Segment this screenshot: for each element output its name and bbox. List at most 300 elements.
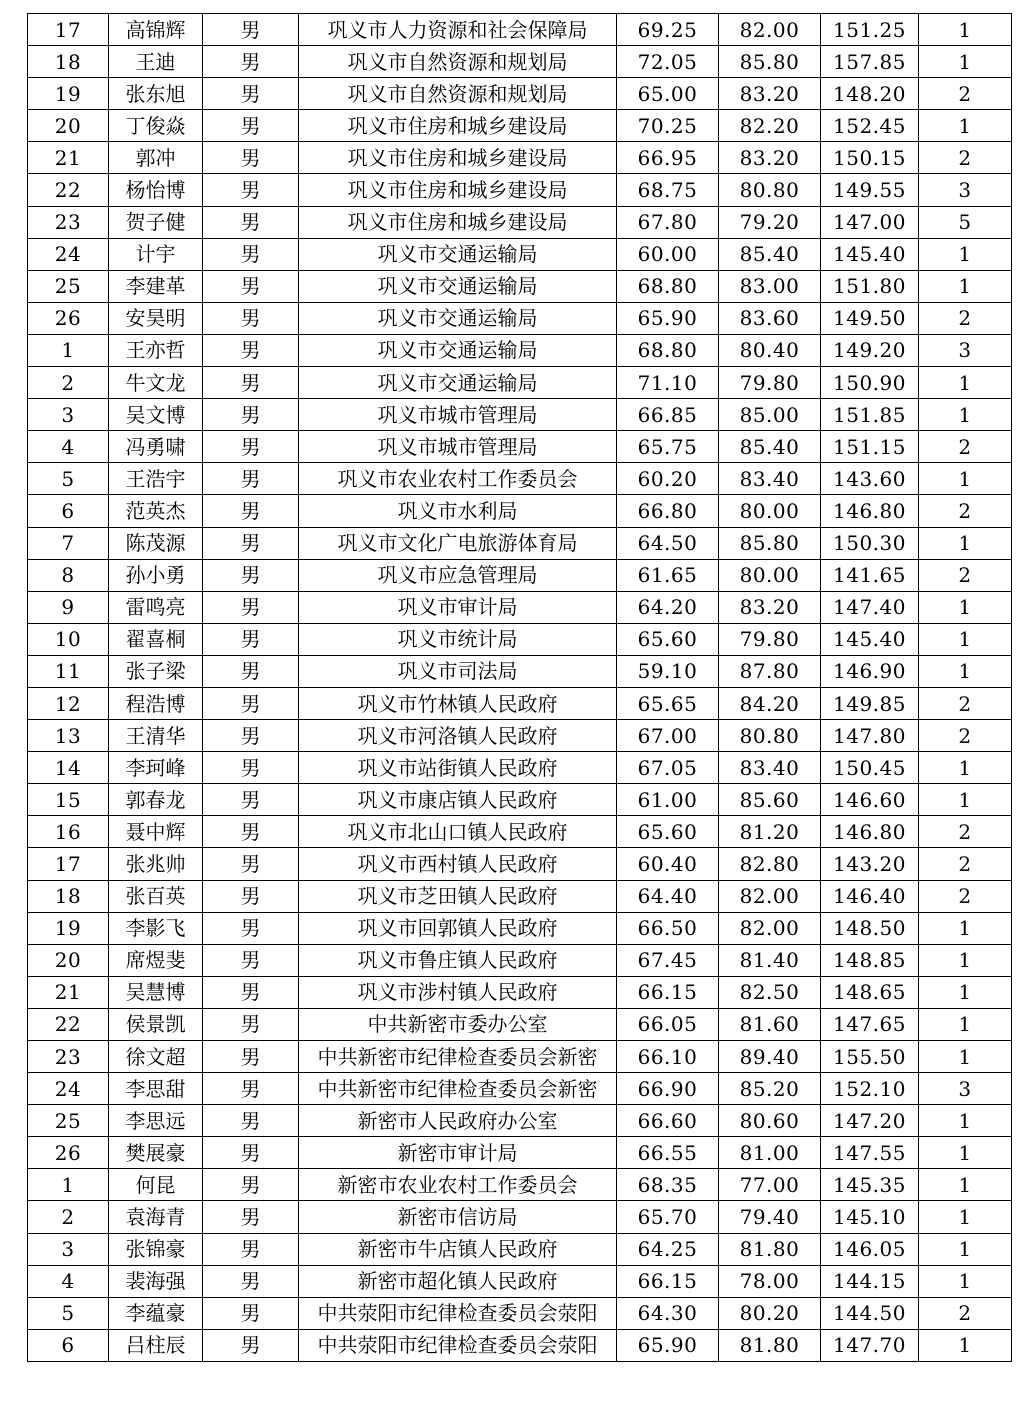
table-row [28,1137,1012,1169]
table-row [28,848,1012,880]
total-score-cell: 144.15 [821,1265,919,1297]
serial-number-cell: 12 [28,687,109,719]
candidate-name-cell: 王亦哲 [109,334,203,366]
rank-cell: 3 [919,174,1012,206]
gender-cell: 男 [203,495,299,527]
serial-number-cell: 18 [28,46,109,78]
written-score-cell: 64.30 [617,1297,719,1329]
interview-score-cell: 85.40 [719,431,821,463]
serial-number-cell: 4 [28,431,109,463]
total-score-cell: 147.65 [821,1008,919,1040]
table-row [28,142,1012,174]
employer-unit-cell: 巩义市交通运输局 [299,302,617,334]
serial-number-cell: 6 [28,1329,109,1361]
written-score-cell: 65.70 [617,1201,719,1233]
rank-cell: 1 [919,1008,1012,1040]
employer-unit-cell: 中共荥阳市纪律检查委员会荥阳 [299,1329,617,1361]
written-score-cell: 71.10 [617,367,719,399]
employer-unit-cell: 巩义市交通运输局 [299,238,617,270]
written-score-cell: 66.50 [617,912,719,944]
candidate-name-cell: 裴海强 [109,1265,203,1297]
candidate-name-cell: 高锦辉 [109,14,203,46]
employer-unit-cell: 新密市审计局 [299,1137,617,1169]
interview-score-cell: 81.80 [719,1329,821,1361]
serial-number-cell: 3 [28,1233,109,1265]
serial-number-cell: 15 [28,784,109,816]
employer-unit-cell: 巩义市文化广电旅游体育局 [299,527,617,559]
gender-cell: 男 [203,591,299,623]
table-row [28,1008,1012,1040]
table-row [28,174,1012,206]
serial-number-cell: 18 [28,880,109,912]
interview-score-cell: 79.40 [719,1201,821,1233]
written-score-cell: 60.00 [617,238,719,270]
candidate-name-cell: 陈茂源 [109,527,203,559]
written-score-cell: 60.40 [617,848,719,880]
written-score-cell: 68.75 [617,174,719,206]
written-score-cell: 66.15 [617,1265,719,1297]
rank-cell: 1 [919,14,1012,46]
written-score-cell: 64.50 [617,527,719,559]
rank-cell: 1 [919,912,1012,944]
gender-cell: 男 [203,1265,299,1297]
gender-cell: 男 [203,334,299,366]
results-table [27,13,1012,1362]
interview-score-cell: 83.20 [719,78,821,110]
serial-number-cell: 5 [28,1297,109,1329]
gender-cell: 男 [203,1105,299,1137]
gender-cell: 男 [203,1008,299,1040]
employer-unit-cell: 巩义市城市管理局 [299,431,617,463]
rank-cell: 1 [919,591,1012,623]
interview-score-cell: 81.60 [719,1008,821,1040]
table-row [28,238,1012,270]
rank-cell: 1 [919,399,1012,431]
total-score-cell: 144.50 [821,1297,919,1329]
written-score-cell: 65.00 [617,78,719,110]
interview-score-cell: 79.80 [719,367,821,399]
written-score-cell: 69.25 [617,14,719,46]
table-row [28,591,1012,623]
employer-unit-cell: 巩义市司法局 [299,655,617,687]
rank-cell: 2 [919,720,1012,752]
employer-unit-cell: 巩义市竹林镇人民政府 [299,687,617,719]
candidate-name-cell: 李珂峰 [109,752,203,784]
rank-cell: 2 [919,142,1012,174]
total-score-cell: 151.80 [821,270,919,302]
interview-score-cell: 85.80 [719,46,821,78]
written-score-cell: 66.80 [617,495,719,527]
written-score-cell: 64.25 [617,1233,719,1265]
gender-cell: 男 [203,880,299,912]
employer-unit-cell: 新密市牛店镇人民政府 [299,1233,617,1265]
rank-cell: 2 [919,687,1012,719]
gender-cell: 男 [203,46,299,78]
table-row [28,463,1012,495]
written-score-cell: 65.90 [617,1329,719,1361]
rank-cell: 1 [919,367,1012,399]
total-score-cell: 145.10 [821,1201,919,1233]
employer-unit-cell: 中共新密市纪律检查委员会新密 [299,1041,617,1073]
employer-unit-cell: 巩义市审计局 [299,591,617,623]
table-row [28,78,1012,110]
interview-score-cell: 85.80 [719,527,821,559]
serial-number-cell: 23 [28,206,109,238]
employer-unit-cell: 巩义市农业农村工作委员会 [299,463,617,495]
table-row [28,720,1012,752]
serial-number-cell: 2 [28,367,109,399]
candidate-name-cell: 何昆 [109,1169,203,1201]
table-row [28,784,1012,816]
employer-unit-cell: 新密市信访局 [299,1201,617,1233]
interview-score-cell: 87.80 [719,655,821,687]
employer-unit-cell: 巩义市水利局 [299,495,617,527]
written-score-cell: 66.90 [617,1073,719,1105]
table-row [28,206,1012,238]
gender-cell: 男 [203,816,299,848]
employer-unit-cell: 巩义市人力资源和社会保障局 [299,14,617,46]
rank-cell: 1 [919,623,1012,655]
employer-unit-cell: 巩义市站街镇人民政府 [299,752,617,784]
written-score-cell: 64.20 [617,591,719,623]
total-score-cell: 152.10 [821,1073,919,1105]
gender-cell: 男 [203,1137,299,1169]
candidate-name-cell: 杨怡博 [109,174,203,206]
serial-number-cell: 25 [28,1105,109,1137]
gender-cell: 男 [203,1329,299,1361]
interview-score-cell: 83.60 [719,302,821,334]
table-row [28,334,1012,366]
serial-number-cell: 26 [28,302,109,334]
total-score-cell: 149.85 [821,687,919,719]
rank-cell: 1 [919,1169,1012,1201]
serial-number-cell: 21 [28,142,109,174]
serial-number-cell: 13 [28,720,109,752]
employer-unit-cell: 巩义市统计局 [299,623,617,655]
candidate-name-cell: 贺子健 [109,206,203,238]
serial-number-cell: 20 [28,944,109,976]
employer-unit-cell: 巩义市住房和城乡建设局 [299,174,617,206]
gender-cell: 男 [203,655,299,687]
serial-number-cell: 8 [28,559,109,591]
gender-cell: 男 [203,1297,299,1329]
interview-score-cell: 85.20 [719,1073,821,1105]
serial-number-cell: 6 [28,495,109,527]
written-score-cell: 61.65 [617,559,719,591]
candidate-name-cell: 李蕴豪 [109,1297,203,1329]
total-score-cell: 143.20 [821,848,919,880]
candidate-name-cell: 牛文龙 [109,367,203,399]
interview-score-cell: 83.20 [719,591,821,623]
serial-number-cell: 2 [28,1201,109,1233]
candidate-name-cell: 侯景凯 [109,1008,203,1040]
total-score-cell: 141.65 [821,559,919,591]
total-score-cell: 151.15 [821,431,919,463]
rank-cell: 1 [919,1201,1012,1233]
employer-unit-cell: 中共荥阳市纪律检查委员会荥阳 [299,1297,617,1329]
table-row [28,623,1012,655]
gender-cell: 男 [203,752,299,784]
total-score-cell: 146.90 [821,655,919,687]
candidate-name-cell: 范英杰 [109,495,203,527]
table-row [28,1041,1012,1073]
written-score-cell: 68.80 [617,334,719,366]
gender-cell: 男 [203,367,299,399]
table-row [28,14,1012,46]
interview-score-cell: 81.80 [719,1233,821,1265]
written-score-cell: 65.60 [617,623,719,655]
written-score-cell: 59.10 [617,655,719,687]
rank-cell: 5 [919,206,1012,238]
gender-cell: 男 [203,302,299,334]
rank-cell: 1 [919,655,1012,687]
serial-number-cell: 1 [28,1169,109,1201]
serial-number-cell: 19 [28,912,109,944]
candidate-name-cell: 翟喜桐 [109,623,203,655]
employer-unit-cell: 巩义市应急管理局 [299,559,617,591]
candidate-name-cell: 吴文博 [109,399,203,431]
gender-cell: 男 [203,720,299,752]
written-score-cell: 65.65 [617,687,719,719]
written-score-cell: 68.35 [617,1169,719,1201]
candidate-name-cell: 张锦豪 [109,1233,203,1265]
rank-cell: 1 [919,238,1012,270]
candidate-name-cell: 李建革 [109,270,203,302]
employer-unit-cell: 巩义市回郭镇人民政府 [299,912,617,944]
gender-cell: 男 [203,399,299,431]
candidate-name-cell: 雷鸣亮 [109,591,203,623]
total-score-cell: 149.20 [821,334,919,366]
table-row [28,880,1012,912]
interview-score-cell: 83.00 [719,270,821,302]
interview-score-cell: 82.50 [719,976,821,1008]
rank-cell: 1 [919,752,1012,784]
total-score-cell: 157.85 [821,46,919,78]
interview-score-cell: 83.40 [719,752,821,784]
interview-score-cell: 80.80 [719,720,821,752]
serial-number-cell: 17 [28,14,109,46]
rank-cell: 1 [919,1137,1012,1169]
employer-unit-cell: 新密市人民政府办公室 [299,1105,617,1137]
serial-number-cell: 17 [28,848,109,880]
candidate-name-cell: 安昊明 [109,302,203,334]
serial-number-cell: 22 [28,1008,109,1040]
table-row [28,46,1012,78]
table-row [28,1233,1012,1265]
total-score-cell: 148.65 [821,976,919,1008]
interview-score-cell: 80.40 [719,334,821,366]
interview-score-cell: 77.00 [719,1169,821,1201]
gender-cell: 男 [203,784,299,816]
rank-cell: 1 [919,527,1012,559]
written-score-cell: 65.90 [617,302,719,334]
table-row [28,687,1012,719]
candidate-name-cell: 李思远 [109,1105,203,1137]
written-score-cell: 67.05 [617,752,719,784]
serial-number-cell: 25 [28,270,109,302]
employer-unit-cell: 中共新密市委办公室 [299,1008,617,1040]
gender-cell: 男 [203,78,299,110]
gender-cell: 男 [203,848,299,880]
interview-score-cell: 84.20 [719,687,821,719]
written-score-cell: 67.45 [617,944,719,976]
serial-number-cell: 9 [28,591,109,623]
rank-cell: 3 [919,334,1012,366]
serial-number-cell: 10 [28,623,109,655]
serial-number-cell: 23 [28,1041,109,1073]
written-score-cell: 66.60 [617,1105,719,1137]
employer-unit-cell: 巩义市交通运输局 [299,367,617,399]
table-row [28,431,1012,463]
interview-score-cell: 82.00 [719,880,821,912]
employer-unit-cell: 巩义市鲁庄镇人民政府 [299,944,617,976]
rank-cell: 2 [919,302,1012,334]
rank-cell: 1 [919,46,1012,78]
rank-cell: 2 [919,431,1012,463]
employer-unit-cell: 巩义市涉村镇人民政府 [299,976,617,1008]
serial-number-cell: 16 [28,816,109,848]
interview-score-cell: 82.00 [719,14,821,46]
candidate-name-cell: 李思甜 [109,1073,203,1105]
rank-cell: 2 [919,559,1012,591]
total-score-cell: 150.30 [821,527,919,559]
written-score-cell: 66.05 [617,1008,719,1040]
written-score-cell: 70.25 [617,110,719,142]
candidate-name-cell: 郭春龙 [109,784,203,816]
total-score-cell: 155.50 [821,1041,919,1073]
table-row [28,976,1012,1008]
employer-unit-cell: 巩义市康店镇人民政府 [299,784,617,816]
total-score-cell: 145.35 [821,1169,919,1201]
interview-score-cell: 85.00 [719,399,821,431]
gender-cell: 男 [203,527,299,559]
total-score-cell: 147.55 [821,1137,919,1169]
gender-cell: 男 [203,463,299,495]
rank-cell: 1 [919,1265,1012,1297]
employer-unit-cell: 巩义市交通运输局 [299,270,617,302]
total-score-cell: 145.40 [821,238,919,270]
interview-score-cell: 89.40 [719,1041,821,1073]
employer-unit-cell: 巩义市住房和城乡建设局 [299,142,617,174]
total-score-cell: 147.00 [821,206,919,238]
interview-score-cell: 81.40 [719,944,821,976]
gender-cell: 男 [203,1073,299,1105]
interview-score-cell: 80.00 [719,559,821,591]
gender-cell: 男 [203,431,299,463]
table-row [28,1073,1012,1105]
total-score-cell: 146.80 [821,816,919,848]
gender-cell: 男 [203,1201,299,1233]
serial-number-cell: 7 [28,527,109,559]
serial-number-cell: 5 [28,463,109,495]
serial-number-cell: 20 [28,110,109,142]
candidate-name-cell: 王浩宇 [109,463,203,495]
total-score-cell: 147.80 [821,720,919,752]
gender-cell: 男 [203,1041,299,1073]
candidate-name-cell: 丁俊焱 [109,110,203,142]
serial-number-cell: 22 [28,174,109,206]
gender-cell: 男 [203,912,299,944]
candidate-name-cell: 李影飞 [109,912,203,944]
employer-unit-cell: 巩义市交通运输局 [299,334,617,366]
table-row [28,1201,1012,1233]
gender-cell: 男 [203,1169,299,1201]
candidate-name-cell: 孙小勇 [109,559,203,591]
interview-score-cell: 82.00 [719,912,821,944]
rank-cell: 1 [919,1233,1012,1265]
serial-number-cell: 14 [28,752,109,784]
total-score-cell: 148.20 [821,78,919,110]
rank-cell: 2 [919,495,1012,527]
employer-unit-cell: 巩义市芝田镇人民政府 [299,880,617,912]
total-score-cell: 143.60 [821,463,919,495]
rank-cell: 1 [919,1329,1012,1361]
candidate-name-cell: 徐文超 [109,1041,203,1073]
interview-score-cell: 83.40 [719,463,821,495]
total-score-cell: 152.45 [821,110,919,142]
serial-number-cell: 19 [28,78,109,110]
rank-cell: 1 [919,110,1012,142]
table-row [28,1297,1012,1329]
gender-cell: 男 [203,1233,299,1265]
serial-number-cell: 1 [28,334,109,366]
candidate-name-cell: 席煜斐 [109,944,203,976]
written-score-cell: 72.05 [617,46,719,78]
total-score-cell: 146.40 [821,880,919,912]
total-score-cell: 146.05 [821,1233,919,1265]
total-score-cell: 149.55 [821,174,919,206]
total-score-cell: 150.15 [821,142,919,174]
candidate-name-cell: 张子梁 [109,655,203,687]
rank-cell: 1 [919,1105,1012,1137]
written-score-cell: 64.40 [617,880,719,912]
rank-cell: 1 [919,784,1012,816]
candidate-name-cell: 郭冲 [109,142,203,174]
written-score-cell: 66.15 [617,976,719,1008]
total-score-cell: 145.40 [821,623,919,655]
total-score-cell: 151.85 [821,399,919,431]
total-score-cell: 146.80 [821,495,919,527]
total-score-cell: 147.70 [821,1329,919,1361]
total-score-cell: 147.40 [821,591,919,623]
table-row [28,752,1012,784]
rank-cell: 2 [919,78,1012,110]
table-row [28,1329,1012,1361]
total-score-cell: 147.20 [821,1105,919,1137]
serial-number-cell: 21 [28,976,109,1008]
employer-unit-cell: 巩义市自然资源和规划局 [299,46,617,78]
employer-unit-cell: 巩义市住房和城乡建设局 [299,110,617,142]
employer-unit-cell: 巩义市城市管理局 [299,399,617,431]
gender-cell: 男 [203,206,299,238]
candidate-name-cell: 张百英 [109,880,203,912]
table-row [28,559,1012,591]
table-row [28,944,1012,976]
rank-cell: 2 [919,848,1012,880]
candidate-name-cell: 吴慧博 [109,976,203,1008]
interview-score-cell: 85.40 [719,238,821,270]
written-score-cell: 65.60 [617,816,719,848]
table-row [28,110,1012,142]
total-score-cell: 150.45 [821,752,919,784]
rank-cell: 2 [919,880,1012,912]
candidate-name-cell: 袁海青 [109,1201,203,1233]
table-row [28,912,1012,944]
serial-number-cell: 3 [28,399,109,431]
interview-score-cell: 82.80 [719,848,821,880]
gender-cell: 男 [203,174,299,206]
candidate-name-cell: 计宇 [109,238,203,270]
